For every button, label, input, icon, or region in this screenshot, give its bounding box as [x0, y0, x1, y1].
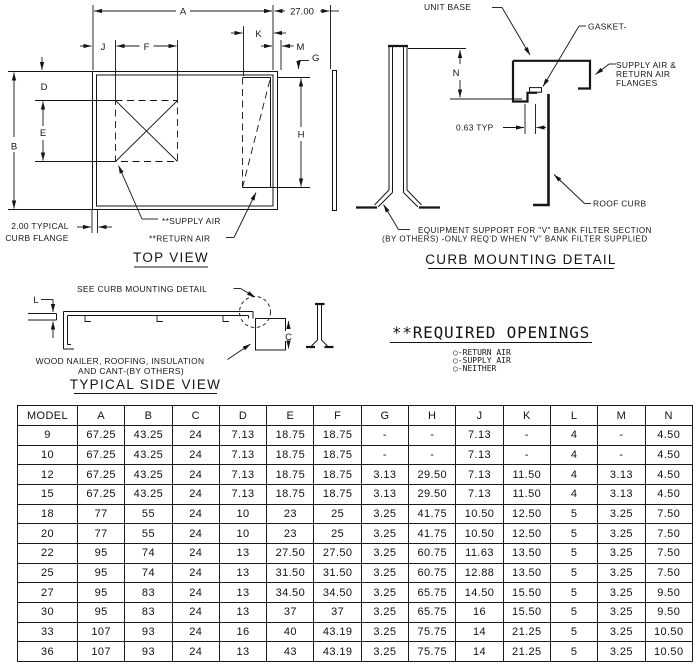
extension-lines	[8, 5, 331, 233]
spec-cell: 23	[267, 524, 314, 544]
curb-mounting-detail-drawing	[356, 2, 676, 269]
side-strip	[333, 71, 337, 211]
table-row	[18, 583, 693, 603]
flange-note-line1: 2.00 TYPICAL	[11, 221, 69, 231]
spec-cell: 43.19	[314, 622, 361, 642]
spec-cell: 10.50	[645, 622, 692, 642]
table-row	[18, 426, 693, 446]
support-post-side	[306, 304, 334, 347]
spec-cell: 9.50	[645, 583, 692, 603]
header-k: K	[503, 406, 550, 426]
return-air-label: **RETURN AIR	[149, 233, 211, 244]
typical-side-view-drawing	[28, 284, 334, 394]
spec-cell: -	[361, 445, 408, 465]
spec-cell: 12.50	[503, 504, 550, 524]
dim-f-label: F	[143, 42, 150, 53]
spec-cell: 4	[550, 484, 597, 504]
dim-b-label: B	[10, 141, 18, 153]
supply-opening-x	[116, 101, 178, 162]
dim-27-label: 27.00	[290, 6, 314, 18]
spec-cell: 74	[125, 543, 172, 563]
header-row	[18, 406, 693, 426]
model-cell: 12	[18, 465, 78, 485]
model-cell: 20	[18, 524, 78, 544]
typ-extension-lines	[525, 104, 536, 134]
model-cell: 27	[18, 583, 78, 603]
spec-cell: 5	[550, 543, 597, 563]
spec-cell: -	[503, 426, 550, 446]
model-cell: 10	[18, 445, 78, 465]
dim-k-label: K	[255, 29, 262, 40]
spec-cell: -	[598, 445, 645, 465]
spec-cell: 13	[219, 642, 266, 662]
spec-cell: 31.50	[267, 563, 314, 583]
spec-cell: 74	[125, 563, 172, 583]
dim-j-label: J	[100, 42, 106, 53]
spec-cell: 13.50	[503, 543, 550, 563]
spec-cell: 11.63	[456, 543, 503, 563]
spec-cell: 16	[456, 602, 503, 622]
spec-cell: 15.50	[503, 583, 550, 603]
wood-note-line1: WOOD NAILER, ROOFING, INSULATION	[35, 356, 205, 366]
spec-cell: 7.13	[219, 445, 266, 465]
header-d: D	[219, 406, 266, 426]
spec-cell: 43.19	[314, 642, 361, 662]
spec-cell: 34.50	[267, 583, 314, 603]
spec-cell: 18.75	[267, 465, 314, 485]
model-cell: 25	[18, 563, 78, 583]
n-extension-lines	[408, 49, 522, 100]
spec-cell: 10	[219, 524, 266, 544]
spec-cell: 5	[550, 524, 597, 544]
spec-cell: 67.25	[78, 445, 125, 465]
curb-left-channel	[64, 312, 75, 350]
legend-item-return-air: ○-RETURN AIR	[453, 348, 511, 357]
spec-cell: 24	[172, 445, 219, 465]
dim-c-label: C	[285, 332, 292, 343]
model-cell: 30	[18, 602, 78, 622]
spec-cell: 24	[172, 563, 219, 583]
spec-cell: 75.75	[409, 622, 456, 642]
spec-cell: 41.75	[409, 504, 456, 524]
spec-cell: 95	[78, 602, 125, 622]
spec-cell: 5	[550, 504, 597, 524]
spec-cell: 43.25	[125, 445, 172, 465]
spec-cell: 12.88	[456, 563, 503, 583]
unit-base-shape	[513, 61, 590, 102]
spec-cell: 3.13	[361, 484, 408, 504]
curb-outer-outline	[93, 72, 278, 210]
return-opening-dash	[243, 78, 271, 188]
header-e: E	[267, 406, 314, 426]
spec-cell: 3.25	[598, 622, 645, 642]
spec-cell: 18.75	[314, 445, 361, 465]
top-view-drawing	[5, 5, 339, 267]
spec-cell: 4	[550, 465, 597, 485]
supply-air-label: **SUPPLY AIR	[162, 216, 221, 226]
spec-cell: 34.50	[314, 583, 361, 603]
spec-cell: 3.25	[361, 583, 408, 603]
table-row	[18, 524, 693, 544]
spec-cell: 83	[125, 583, 172, 603]
table-row	[18, 465, 693, 485]
spec-cell: 3.25	[361, 563, 408, 583]
wood-nailer-leader	[228, 344, 251, 360]
required-openings-title: **REQUIRED OPENINGS	[391, 323, 591, 342]
spec-cell: 10	[219, 504, 266, 524]
spec-cell: 14.50	[456, 583, 503, 603]
dim-m-label: M	[296, 42, 305, 53]
supply-leader	[119, 166, 143, 220]
dim-g-label: G	[312, 53, 320, 64]
header-h: H	[409, 406, 456, 426]
gasket-shape	[530, 88, 542, 93]
spec-cell: 43.25	[125, 426, 172, 446]
spec-cell: 43.25	[125, 484, 172, 504]
model-cell: 22	[18, 543, 78, 563]
header-m: M	[598, 406, 645, 426]
table-row	[18, 563, 693, 583]
spec-cell: 3.25	[598, 563, 645, 583]
header-n: N	[645, 406, 692, 426]
spec-cell: 7.50	[645, 504, 692, 524]
gasket-label: GASKET-	[588, 21, 627, 32]
table-row	[18, 642, 693, 662]
spec-cell: 55	[125, 504, 172, 524]
header-a: A	[78, 406, 125, 426]
table-row	[18, 622, 693, 642]
spec-cell: 7.13	[456, 484, 503, 504]
spec-cell: 7.13	[456, 445, 503, 465]
spec-cell: 4.50	[645, 426, 692, 446]
header-c: C	[172, 406, 219, 426]
spec-cell: 9.50	[645, 602, 692, 622]
spec-cell: 3.25	[361, 642, 408, 662]
spec-cell: 3.25	[361, 504, 408, 524]
spec-cell: 21.25	[503, 622, 550, 642]
flanges-label-line2: RETURN AIR	[616, 69, 671, 79]
lid-clips	[85, 316, 229, 322]
model-cell: 15	[18, 484, 78, 504]
spec-cell: 13.50	[503, 563, 550, 583]
curb-end-box	[256, 319, 286, 351]
spec-cell: 37	[314, 602, 361, 622]
dimension-table-body	[18, 426, 693, 662]
spec-cell: 83	[125, 602, 172, 622]
spec-cell: -	[361, 426, 408, 446]
top-view-title: TOP VIEW	[133, 250, 209, 265]
spec-cell: 3.25	[598, 583, 645, 603]
see-detail-label: SEE CURB MOUNTING DETAIL	[77, 284, 208, 294]
gasket-leader	[543, 26, 579, 87]
support-note-line1: EQUIPMENT SUPPORT FOR "V" BANK FILTER SECTION	[418, 226, 652, 235]
spec-cell: 77	[78, 524, 125, 544]
model-cell: 9	[18, 426, 78, 446]
spec-cell: 3.13	[598, 465, 645, 485]
spec-cell: 43.25	[125, 465, 172, 485]
equipment-support-post	[356, 46, 440, 208]
spec-cell: 67.25	[78, 426, 125, 446]
curb-lid	[64, 312, 254, 319]
roof-curb-leader	[554, 175, 585, 204]
spec-cell: 4.50	[645, 465, 692, 485]
legend-item-supply-air: ○-SUPPLY AIR	[453, 356, 511, 365]
return-leader	[234, 193, 256, 238]
spec-cell: 4	[550, 445, 597, 465]
dim-063-label: 0.63 TYP	[456, 122, 494, 133]
spec-cell: 10.50	[456, 524, 503, 544]
spec-cell: 11.50	[503, 484, 550, 504]
spec-cell: 16	[219, 622, 266, 642]
spec-cell: 14	[456, 622, 503, 642]
roof-curb-label: ROOF CURB	[593, 198, 647, 209]
side-view-title: TYPICAL SIDE VIEW	[69, 377, 222, 392]
spec-cell: -	[409, 445, 456, 465]
spec-cell: 12.50	[503, 524, 550, 544]
spec-cell: 5	[550, 622, 597, 642]
dim-n-label: N	[452, 68, 460, 79]
spec-cell: 7.13	[456, 465, 503, 485]
spec-cell: 93	[125, 642, 172, 662]
spec-cell: 13	[219, 563, 266, 583]
spec-cell: 7.13	[456, 426, 503, 446]
flanges-label-line3: FLANGES	[616, 78, 658, 88]
spec-cell: 5	[550, 583, 597, 603]
dim-l-label: L	[33, 295, 39, 306]
spec-cell: 18.75	[314, 426, 361, 446]
spec-cell: 3.25	[361, 622, 408, 642]
spec-cell: 40	[267, 622, 314, 642]
spec-cell: 10.50	[456, 504, 503, 524]
table-row	[18, 504, 693, 524]
spec-cell: 4.50	[645, 484, 692, 504]
spec-cell: 24	[172, 622, 219, 642]
spec-cell: 24	[172, 524, 219, 544]
spec-cell: 60.75	[409, 563, 456, 583]
dimension-table	[17, 405, 693, 662]
spec-cell: 77	[78, 504, 125, 524]
spec-cell: 3.25	[598, 524, 645, 544]
spec-cell: -	[598, 426, 645, 446]
table-row	[18, 445, 693, 465]
dim-e-label: E	[39, 128, 47, 139]
spec-cell: 18.75	[267, 445, 314, 465]
header-j: J	[456, 406, 503, 426]
spec-cell: 25	[314, 524, 361, 544]
header-g: G	[361, 406, 408, 426]
spec-cell: 24	[172, 583, 219, 603]
spec-cell: 3.25	[598, 504, 645, 524]
spec-cell: 95	[78, 543, 125, 563]
required-openings-legend	[390, 323, 592, 373]
spec-cell: 3.25	[598, 602, 645, 622]
dimension-table-header	[18, 406, 693, 426]
spec-cell: 5	[550, 642, 597, 662]
flange-bar	[28, 314, 57, 321]
spec-cell: 67.25	[78, 465, 125, 485]
spec-cell: 18.75	[267, 484, 314, 504]
spec-cell: 13	[219, 543, 266, 563]
dim-h-label: H	[297, 129, 305, 141]
spec-cell: 3.25	[598, 543, 645, 563]
table-row	[18, 543, 693, 563]
spec-cell: 3.13	[598, 484, 645, 504]
spec-cell: 27.50	[314, 543, 361, 563]
spec-cell: -	[503, 445, 550, 465]
unit-base-label: UNIT BASE	[424, 2, 472, 12]
header-l: L	[550, 406, 597, 426]
table-row	[18, 602, 693, 622]
spec-cell: 3.25	[361, 524, 408, 544]
curb-inner-outline	[97, 75, 274, 206]
spec-cell: 27.50	[267, 543, 314, 563]
legend-item-neither: ○-NEITHER	[453, 364, 497, 373]
header-f: F	[314, 406, 361, 426]
support-note-line2: (BY OTHERS) -ONLY REQ'D WHEN "V" BANK FILTER SUPPLIED	[382, 234, 648, 244]
spec-cell: 21.25	[503, 642, 550, 662]
spec-cell: 10.50	[645, 642, 692, 662]
unit-base-leader	[502, 8, 530, 56]
spec-cell: 37	[267, 602, 314, 622]
model-cell: 33	[18, 622, 78, 642]
spec-cell: 93	[125, 622, 172, 642]
dim-a-label: A	[179, 6, 187, 18]
spec-cell: 24	[172, 504, 219, 524]
header-b: B	[125, 406, 172, 426]
spec-cell: 3.25	[361, 543, 408, 563]
spec-cell: 107	[78, 642, 125, 662]
spec-cell: 3.25	[598, 642, 645, 662]
see-detail-leader	[241, 289, 256, 298]
header-model: MODEL	[18, 406, 78, 426]
spec-cell: 95	[78, 583, 125, 603]
spec-cell: 18.75	[314, 465, 361, 485]
spec-cell: 11.50	[503, 465, 550, 485]
support-leader	[384, 205, 399, 230]
spec-cell: 29.50	[409, 465, 456, 485]
spec-cell: 43	[267, 642, 314, 662]
spec-cell: 7.50	[645, 524, 692, 544]
dimension-lines	[14, 11, 339, 227]
spec-cell: 67.25	[78, 484, 125, 504]
spec-cell: 55	[125, 524, 172, 544]
table-row	[18, 484, 693, 504]
spec-cell: 65.75	[409, 602, 456, 622]
spec-cell: 13	[219, 602, 266, 622]
flanges-leader	[596, 64, 610, 75]
curb-detail-title: CURB MOUNTING DETAIL	[425, 252, 617, 267]
spec-cell: 5	[550, 563, 597, 583]
spec-cell: 25	[314, 504, 361, 524]
spec-cell: -	[409, 426, 456, 446]
spec-cell: 24	[172, 426, 219, 446]
dim-d-label: D	[40, 82, 48, 93]
spec-cell: 7.50	[645, 543, 692, 563]
spec-cell: 60.75	[409, 543, 456, 563]
spec-cell: 7.50	[645, 563, 692, 583]
spec-cell: 13	[219, 583, 266, 603]
spec-cell: 24	[172, 602, 219, 622]
spec-cell: 24	[172, 543, 219, 563]
flanges-label-line1: SUPPLY AIR &	[616, 60, 677, 70]
spec-cell: 29.50	[409, 484, 456, 504]
model-cell: 36	[18, 642, 78, 662]
spec-cell: 23	[267, 504, 314, 524]
spec-cell: 3.13	[361, 465, 408, 485]
spec-cell: 24	[172, 484, 219, 504]
spec-cell: 95	[78, 563, 125, 583]
wood-note-line2: AND CANT-(BY OTHERS)	[78, 366, 184, 376]
spec-cell: 4	[550, 426, 597, 446]
spec-cell: 7.13	[219, 426, 266, 446]
spec-cell: 24	[172, 465, 219, 485]
spec-cell: 7.13	[219, 484, 266, 504]
spec-cell: 75.75	[409, 642, 456, 662]
spec-cell: 24	[172, 642, 219, 662]
spec-cell: 65.75	[409, 583, 456, 603]
spec-cell: 7.13	[219, 465, 266, 485]
model-cell: 18	[18, 504, 78, 524]
spec-cell: 15.50	[503, 602, 550, 622]
spec-cell: 18.75	[267, 426, 314, 446]
spec-cell: 4.50	[645, 445, 692, 465]
spec-cell: 18.75	[314, 484, 361, 504]
spec-cell: 5	[550, 602, 597, 622]
spec-cell: 31.50	[314, 563, 361, 583]
spec-cell: 107	[78, 622, 125, 642]
flange-note-line2: CURB FLANGE	[5, 233, 69, 243]
spec-cell: 14	[456, 642, 503, 662]
spec-cell: 41.75	[409, 524, 456, 544]
spec-cell: 3.25	[361, 602, 408, 622]
